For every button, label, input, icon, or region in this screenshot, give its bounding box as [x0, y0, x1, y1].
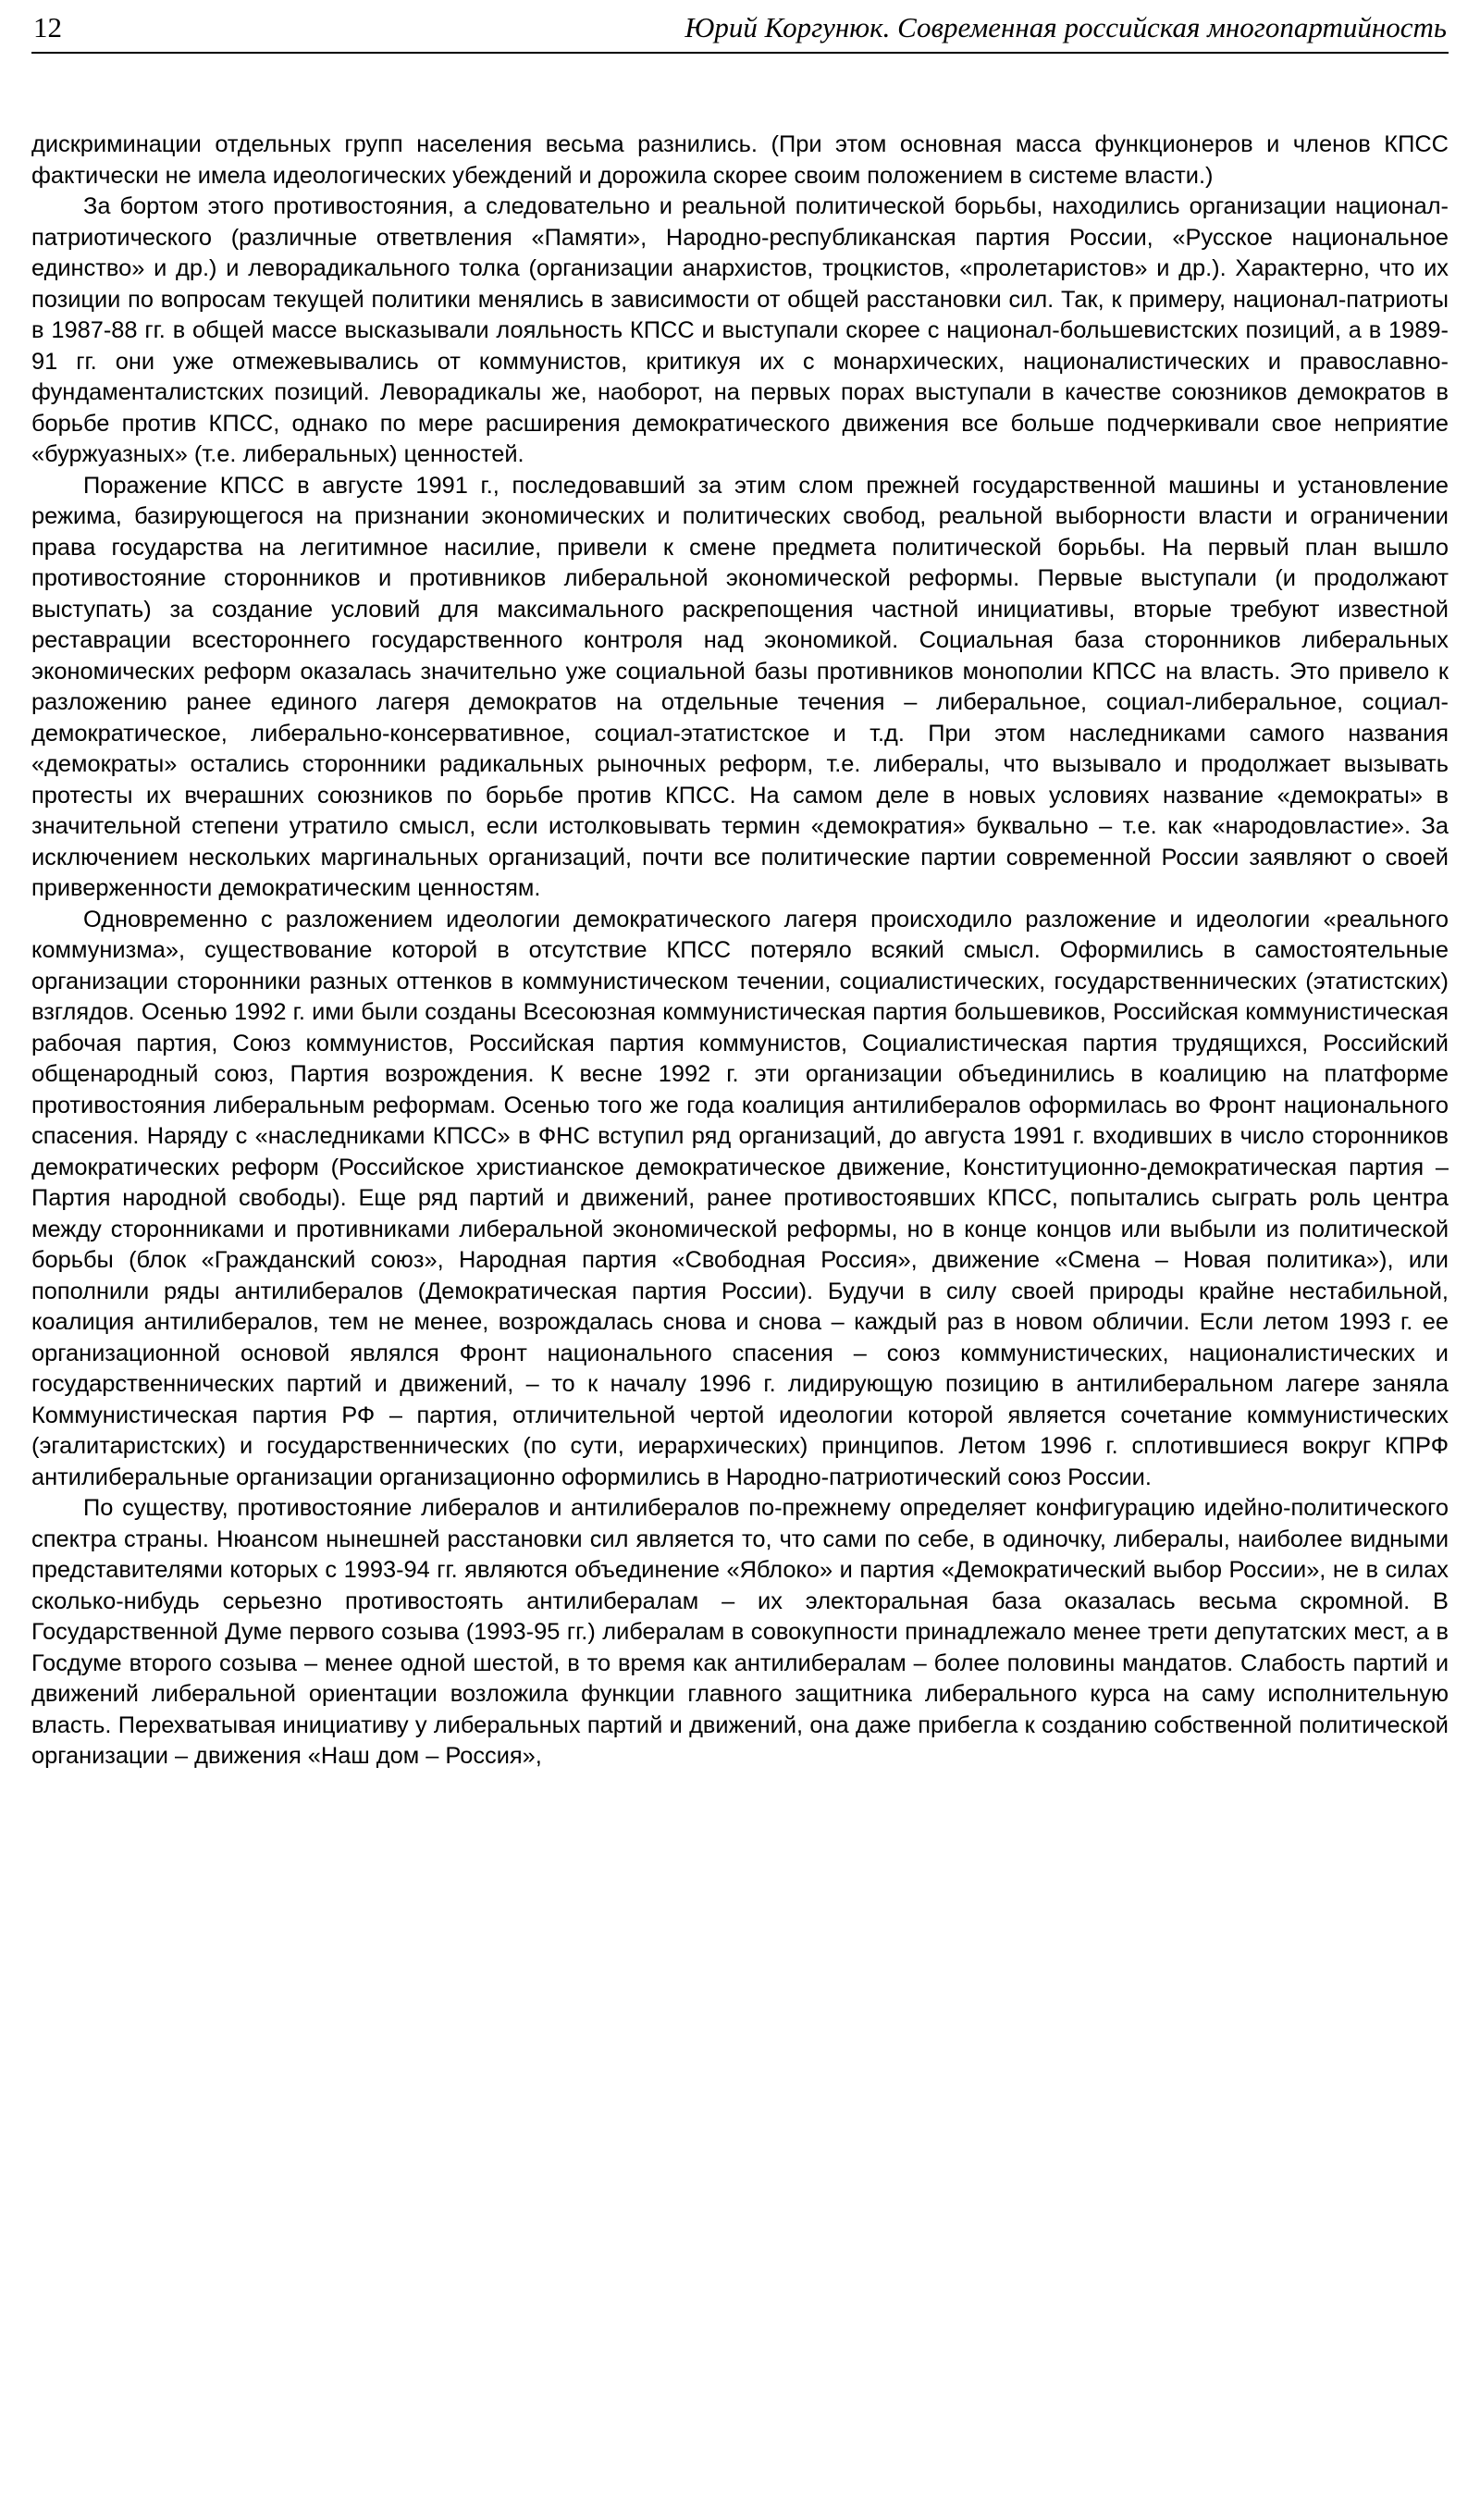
- paragraph: По существу, противостояние либералов и антилибералов по-прежнему определяет конфигурацию идейно-политического спектра страны. Нюансом нынешней расстановки сил является то, что сами по себе, в одиночку, либералы, наиболее видными представителями которых с 1993-94 гг. являются объединение «Яблоко» и партия «Демократический выбор России», не в силах сколько-нибудь серьезно противостоять антилибералам – их электоральная база оказалась весьма скромной. В Государственной Думе первого созыва (1993-95 гг.) либералам в совокупности принадлежало менее трети депутатских мест, а в Госдуме второго созыва – менее одной шестой, в то время как антилибералам – более половины мандатов. Слабость партий и движений либеральной ориентации возложила функции главного защитника либерального курса на саму исполнительную власть. Перехватывая инициативу у либеральных партий и движений, она даже прибегла к созданию собственной политической организации – движения «Наш дом – Россия»,: [31, 1495, 1449, 1769]
- running-header: [31, 0, 1449, 54]
- paragraph: За бортом этого противостояния, а следовательно и реальной политической борьбы, находились организации национал-патриотического (различные ответвления «Памяти», Народно-республиканская партия России, «Русское национальное единство» и др.) и леворадикального толка (организации анархистов, троцкистов, «пролетаристов» и др.). Характерно, что их позиции по вопросам текущей политики менялись в зависимости от общей расстановки сил. Так, к примеру, национал-патриоты в 1987-88 гг. в общей массе высказывали лояльность КПСС и выступали скорее с национал-большевистских позиций, а в 1989-91 гг. они уже отмежевывались от коммунистов, критикуя их с монархических, националистических и православно-фундаменталистских позиций. Леворадикалы же, наоборот, на первых порах выступали в качестве союзников демократов в борьбе против КПСС, однако по мере расширения демократического движения все больше подчеркивали свое неприятие «буржуазных» (т.е. либеральных) ценностей.: [31, 193, 1449, 467]
- paragraph-continuation: дискриминации отдельных групп населения весьма разнились. (При этом основная масса функционеров и членов КПСС фактически не имела идеологических убеждений и дорожила скорее своим положением в системе власти.): [31, 131, 1449, 189]
- page-number: 12: [33, 11, 62, 43]
- paragraph: Поражение КПСС в августе 1991 г., последовавший за этим слом прежней государственной машины и установление режима, базирующегося на признании экономических и политических свобод, реальной выборности власти и ограничении права государства на легитимное насилие, привели к смене предмета политической борьбы. На первый план вышло противостояние сторонников и противников либеральной экономической реформы. Первые выступали (и продолжают выступать) за создание условий для максимального раскрепощения частной инициативы, вторые требуют известной реставрации всестороннего государственного контроля над экономикой. Социальная база сторонников либеральных экономических реформ оказалась значительно уже социальной базы противников монополии КПСС на власть. Это привело к разложению ранее единого лагеря демократов на отдельные течения – либеральное, социал-либеральное, социал-демократическое, либерально-консервативное, социал-этатистское и т.д. При этом наследниками самого названия «демократы» остались сторонники радикальных рыночных реформ, т.е. либералы, что вызывало и продолжает вызывать протесты их вчерашних союзников по борьбе против КПСС. На самом деле в новых условиях название «демократы» в значительной степени утратило смысл, если истолковывать термин «демократия» буквально – т.е. как «народовластие». За исключением нескольких маргинальных организаций, почти все политические партии современной России заявляют о своей приверженности демократическим ценностям.: [31, 472, 1449, 901]
- running-title: Юрий Коргунюк. Современная российская многопартийность: [684, 11, 1447, 43]
- document-page: [31, 0, 1449, 1773]
- body-text: [31, 130, 1449, 1773]
- paragraph: Одновременно с разложением идеологии демократического лагеря происходило разложение и идеологии «реального коммунизма», существование которой в отсутствие КПСС потеряло всякий смысл. Оформились в самостоятельные организации сторонники разных оттенков в коммунистическом течении, социалистических, государственнических (этатистских) взглядов. Осенью 1992 г. ими были созданы Всесоюзная коммунистическая партия большевиков, Российская коммунистическая рабочая партия, Союз коммунистов, Российская партия коммунистов, Социалистическая партия трудящихся, Российский общенародный союз, Партия возрождения. К весне 1992 г. эти организации объединились в коалицию на платформе противостояния либеральным реформам. Осенью того же года коалиция антилибералов оформилась во Фронт национального спасения. Наряду с «наследниками КПСС» в ФНС вступил ряд организаций, до августа 1991 г. входивших в число сторонников демократических реформ (Российское христианское демократическое движение, Конституционно-демократическая партия – Партия народной свободы). Еще ряд партий и движений, ранее противостоявших КПСС, попытались сыграть роль центра между сторонниками и противниками либеральной экономической реформы, но в конце концов или выбыли из политической борьбы (блок «Гражданский союз», Народная партия «Свободная Россия», движение «Смена – Новая политика»), или пополнили ряды антилибералов (Демократическая партия России). Будучи в силу своей природы крайне нестабильной, коалиция антилибералов, тем не менее, возрождалась снова и снова – каждый раз в новом обличии. Если летом 1993 г. ее организационной основой являлся Фронт национального спасения – союз коммунистических, националистических и государственнических партий и движений, – то к началу 1996 г. лидирующую позицию в антилиберальном лагере заняла Коммунистическая партия РФ – партия, отличительной чертой идеологии которой является сочетание коммунистических (эгалитаристских) и государственнических (по сути, иерархических) принципов. Летом 1996 г. сплотившиеся вокруг КПРФ антилиберальные организации организационно оформились в Народно-патриотический союз России.: [31, 906, 1449, 1490]
